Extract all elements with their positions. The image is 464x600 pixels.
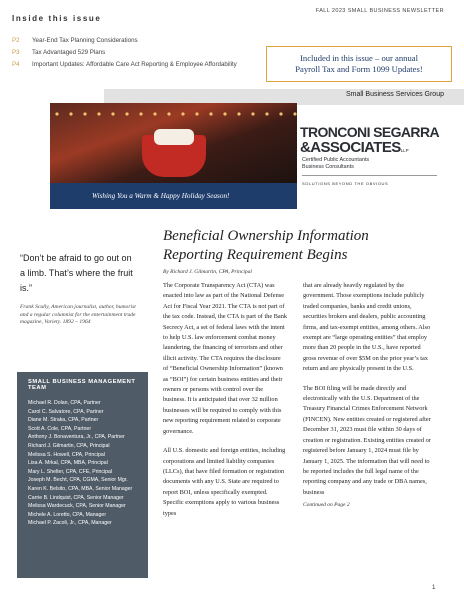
logo-rule xyxy=(302,175,437,176)
toc-item-text: Tax Advantaged 529 Plans xyxy=(32,49,106,56)
logo-tagline: SOLUTIONS BEYOND THE OBVIOUS xyxy=(302,181,389,186)
logo-name-line-2: &ASSOCIATES xyxy=(300,139,401,156)
firm-logo xyxy=(300,107,445,209)
management-team-box xyxy=(17,372,148,578)
pull-quote xyxy=(20,251,138,327)
marshmallow-snowman-illustration xyxy=(154,129,194,145)
callout-line-1: Included in this issue – our annual xyxy=(300,53,418,63)
team-member: Lisa A. Mrkal, CPA, MBA, Principal xyxy=(28,460,108,467)
logo-consultants-line: Business Consultants xyxy=(302,163,354,170)
article-column-1 xyxy=(163,281,287,528)
article-byline: By Richard J. Gilmartin, CPA, Principal xyxy=(163,269,252,275)
headline-line-1: Beneficial Ownership Information xyxy=(163,228,369,244)
toc-page-number: P4 xyxy=(12,61,20,68)
string-lights-decoration xyxy=(50,109,297,119)
inside-this-issue-title: Inside this issue xyxy=(12,14,102,23)
team-member: Diane M. Straka, CPA, Partner xyxy=(28,417,99,424)
toc-item[interactable] xyxy=(12,48,257,57)
group-label: Small Business Services Group xyxy=(345,91,444,98)
logo-firm-name xyxy=(300,125,439,158)
headline-line-2: Reporting Requirement Begins xyxy=(163,247,348,263)
page-number: 1 xyxy=(432,584,436,591)
continued-link[interactable]: Continued on Page 2 xyxy=(303,502,350,509)
holiday-photo xyxy=(50,103,297,183)
toc-item[interactable] xyxy=(12,36,257,45)
toc-item[interactable] xyxy=(12,60,257,69)
toc-item-text: Year-End Tax Planning Considerations xyxy=(32,37,138,44)
article-headline xyxy=(163,227,443,265)
logo-name-line-1: TRONCONI SEGARRA xyxy=(300,124,439,140)
team-member: Melissa Wardecuck, CPA, Senior Manager xyxy=(28,503,126,510)
quote-text: “Don’t be afraid to go out on a limb. That’s where the fruit is.” xyxy=(20,253,133,293)
toc-page-number: P2 xyxy=(12,37,20,44)
team-title: SMALL BUSINESS MANAGEMENT TEAM xyxy=(28,379,136,391)
article-column-2 xyxy=(303,281,433,511)
article-paragraph: The BOI filing will be made directly and electronically with the U.S. Department of the Treasury Financial Crimes Enforcement Network (FINCEN). New entities created or registered after December 31, 2023 must file within 30 days of creation or registration. Existing entities created or registered before January 1, 2024 must file by January 1, 2025. The information that will need to be reported includes the full legal name of the reporting company and any trade or DBA names, business xyxy=(303,384,431,496)
quote-attribution: Frank Scully, American journalist, author, humorist and a regular columnist for the entertainment trade magazine, Variety. 1892 – 1964 xyxy=(20,304,136,325)
toc-page-number: P3 xyxy=(12,49,20,56)
team-member: Michael P. Zacoli, Jr., CPA, Manager xyxy=(28,520,112,527)
logo-llp: LLP xyxy=(400,148,409,153)
article-paragraph: All U.S. domestic and foreign entities, including corporations and limited liability companies (LLCs), that have filed formation or registration documents with any U.S. State are required to report BOI, unless specifically exempted. Specific exemptions apply to various business types xyxy=(163,447,286,517)
team-member: Anthony J. Bonaventura, Jr., CPA, Partner xyxy=(28,434,125,441)
team-member: Michele A. Loretto, CPA, Manager xyxy=(28,511,107,518)
team-member: Melissa S. Howell, CPA, Principal xyxy=(28,451,105,458)
team-member: Carrie B. Lindquist, CPA, Senior Manager xyxy=(28,494,124,501)
article-paragraph: The Corporate Transparency Act (CTA) was enacted into law as part of the National Defense Act for Fiscal Year 2021. The CTA is not part of the tax code. Instead, the CTA is part of the Bank Secrecy Act, a set of federal laws with the intent to help U.S. law enforcement combat money laundering, the financing of terrorism and other illicit activity. The CTA requires the disclosure of “Beneficial Ownership Information” (known as “BOI”) for certain business entities and their owners or persons with control over the business. It is anticipated that over 32 million businesses will be required to comply with this new reporting requirement related to corporate governance. xyxy=(163,282,288,435)
newsletter-label: FALL 2023 SMALL BUSINESS NEWSLETTER xyxy=(315,8,444,14)
logo-cpa-line: Certified Public Accountants xyxy=(302,157,370,163)
holiday-banner: Wishing You a Warm & Happy Holiday Season! xyxy=(50,183,297,209)
article-paragraph: that are already heavily regulated by the government. Those exemptions include publicly traded companies, banks and credit unions, securities brokers and dealers, public accounting firms, and tax-exempt entities, among others. Also exempt are “large operating entities” that employ more than 20 people in the U.S., have reported gross revenue of over $5M on the prior year’s tax return and are physically present in the U.S. xyxy=(303,282,431,373)
team-member: Mary L. Shelter, CPA, CFE, Principal xyxy=(28,468,113,475)
team-member: Karen K. Belsito, CPA, MBA, Senior Manager xyxy=(28,485,133,492)
callout-line-2: Payroll Tax and Form 1099 Updates! xyxy=(295,64,423,74)
issue-callout-box xyxy=(266,46,452,82)
team-member: Scott A. Cole, CPA, Partner xyxy=(28,425,92,432)
team-member: Carol C. Salvatore, CPA, Partner xyxy=(28,408,104,415)
logo-subtitle xyxy=(302,157,369,171)
toc-item-text: Important Updates: Affordable Care Act Reporting & Employee Affordability xyxy=(32,61,237,68)
team-member: Michael R. Dolan, CPA, Partner xyxy=(28,400,101,406)
team-member: Richard J. Gilmartin, CPA, Principal xyxy=(28,442,110,449)
team-member: Joseph M. Becht, CPA, CGMA, Senior Mgr. xyxy=(28,477,128,484)
